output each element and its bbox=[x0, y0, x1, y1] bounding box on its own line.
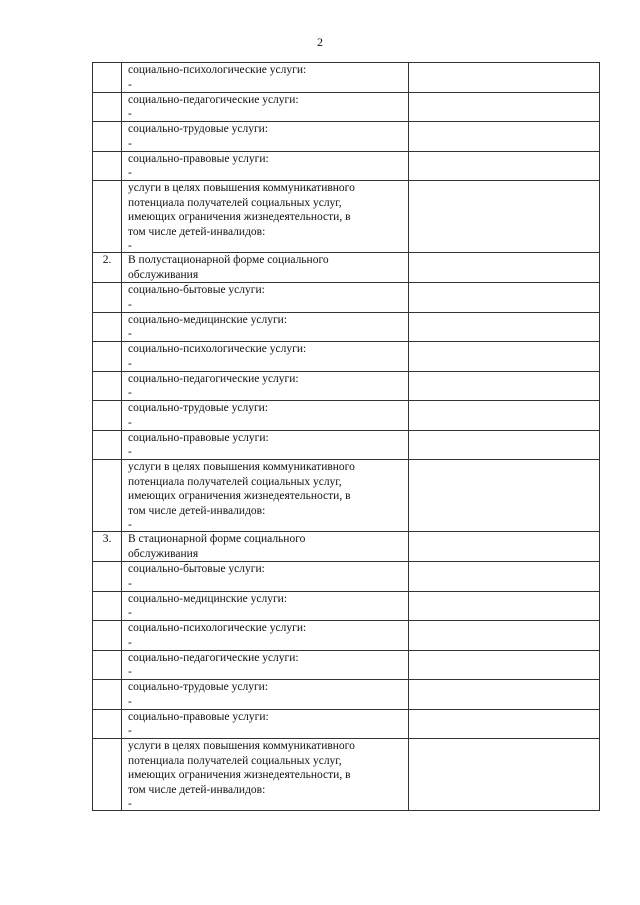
service-text-line: обслуживания bbox=[128, 547, 199, 560]
dash-placeholder: - bbox=[128, 725, 132, 737]
service-text-line: социально-педагогические услуги: bbox=[128, 93, 299, 106]
table-row bbox=[93, 709, 600, 739]
table-row bbox=[93, 63, 600, 93]
dash-placeholder: - bbox=[128, 416, 132, 429]
row-number-cell: 2. bbox=[93, 253, 122, 283]
row-number-cell bbox=[93, 181, 122, 253]
table-row bbox=[93, 460, 600, 532]
dash-placeholder: - bbox=[128, 607, 132, 619]
service-description-cell bbox=[122, 181, 409, 253]
dash-placeholder: - bbox=[128, 167, 132, 179]
table-row bbox=[93, 122, 600, 152]
table-row bbox=[93, 562, 600, 592]
table-row bbox=[93, 253, 600, 283]
service-text-line: потенциала получателей социальных услуг, bbox=[128, 196, 342, 209]
service-description-cell bbox=[122, 122, 409, 152]
service-text-line: том числе детей-инвалидов: bbox=[128, 783, 266, 796]
service-description-cell bbox=[122, 92, 409, 122]
table-row bbox=[93, 283, 600, 313]
value-cell bbox=[409, 680, 600, 710]
service-description-cell bbox=[122, 680, 409, 710]
service-text-line: социально-трудовые услуги: bbox=[128, 123, 269, 135]
table-row bbox=[93, 92, 600, 122]
dash-placeholder: - bbox=[128, 298, 132, 311]
value-cell bbox=[409, 151, 600, 181]
dash-placeholder: - bbox=[128, 519, 132, 531]
dash-placeholder: - bbox=[128, 387, 132, 399]
table-row bbox=[93, 650, 600, 680]
service-text-line: имеющих ограничения жизнедеятельности, в bbox=[128, 769, 351, 781]
value-cell bbox=[409, 283, 600, 313]
dash-placeholder: - bbox=[128, 798, 132, 810]
row-number-cell: 3. bbox=[93, 532, 122, 562]
value-cell bbox=[409, 650, 600, 680]
dash-placeholder: - bbox=[128, 446, 132, 458]
service-description-cell bbox=[122, 562, 409, 592]
service-text-line: социально-психологические услуги: bbox=[128, 343, 307, 355]
row-number-cell bbox=[93, 63, 122, 93]
service-text-line: социально-психологические услуги: bbox=[128, 622, 307, 634]
value-cell bbox=[409, 460, 600, 532]
service-text-line: социально-бытовые услуги: bbox=[128, 563, 265, 575]
service-description-cell bbox=[122, 709, 409, 739]
table-row bbox=[93, 342, 600, 372]
service-text-line: социально-медицинские услуги: bbox=[128, 313, 288, 326]
row-number-cell bbox=[93, 591, 122, 621]
row-number-cell bbox=[93, 122, 122, 152]
value-cell bbox=[409, 312, 600, 342]
service-text-line: социально-бытовые услуги: bbox=[128, 284, 265, 296]
service-text-line: В полустационарной форме социального bbox=[128, 254, 329, 266]
service-text-line: социально-медицинские услуги: bbox=[128, 592, 288, 605]
service-description-cell bbox=[122, 401, 409, 431]
row-number-cell bbox=[93, 680, 122, 710]
value-cell bbox=[409, 181, 600, 253]
services-table bbox=[92, 62, 600, 811]
value-cell bbox=[409, 709, 600, 739]
service-text-line: услуги в целях повышения коммуникативного bbox=[128, 182, 355, 194]
service-description-cell bbox=[122, 312, 409, 342]
service-text-line: социально-правовые услуги: bbox=[128, 710, 269, 723]
row-number-cell bbox=[93, 312, 122, 342]
dash-placeholder: - bbox=[128, 577, 132, 590]
dash-placeholder: - bbox=[128, 240, 132, 252]
service-text-line: имеющих ограничения жизнедеятельности, в bbox=[128, 211, 351, 223]
service-text-line: социально-трудовые услуги: bbox=[128, 402, 269, 414]
dash-placeholder: - bbox=[128, 78, 132, 91]
row-number-cell bbox=[93, 401, 122, 431]
row-number-cell bbox=[93, 342, 122, 372]
service-text-line: имеющих ограничения жизнедеятельности, в bbox=[128, 490, 351, 502]
value-cell bbox=[409, 739, 600, 811]
value-cell bbox=[409, 371, 600, 401]
service-text-line: социально-педагогические услуги: bbox=[128, 651, 299, 664]
row-number-cell bbox=[93, 92, 122, 122]
service-description-cell bbox=[122, 151, 409, 181]
service-text-line: услуги в целях повышения коммуникативного bbox=[128, 740, 355, 752]
service-description-cell bbox=[122, 253, 409, 283]
dash-placeholder: - bbox=[128, 666, 132, 678]
dash-placeholder: - bbox=[128, 695, 132, 708]
service-text-line: В стационарной форме социального bbox=[128, 533, 306, 545]
row-number-cell bbox=[93, 371, 122, 401]
row-number-cell bbox=[93, 430, 122, 460]
value-cell bbox=[409, 430, 600, 460]
row-number-cell bbox=[93, 650, 122, 680]
table-row bbox=[93, 312, 600, 342]
row-number-cell bbox=[93, 283, 122, 313]
dash-placeholder: - bbox=[128, 108, 132, 120]
row-number-cell bbox=[93, 621, 122, 651]
service-description-cell bbox=[122, 532, 409, 562]
value-cell bbox=[409, 591, 600, 621]
page-number: 2 bbox=[317, 35, 323, 49]
service-text-line: услуги в целях повышения коммуникативного bbox=[128, 461, 355, 473]
service-text-line: социально-правовые услуги: bbox=[128, 152, 269, 165]
service-text-line: социально-трудовые услуги: bbox=[128, 681, 269, 693]
row-number-cell bbox=[93, 460, 122, 532]
service-text-line: том числе детей-инвалидов: bbox=[128, 225, 266, 238]
service-description-cell bbox=[122, 430, 409, 460]
service-description-cell bbox=[122, 739, 409, 811]
row-number-cell bbox=[93, 151, 122, 181]
service-description-cell bbox=[122, 342, 409, 372]
value-cell bbox=[409, 92, 600, 122]
table-row bbox=[93, 739, 600, 811]
service-description-cell bbox=[122, 460, 409, 532]
service-description-cell bbox=[122, 283, 409, 313]
service-text-line: потенциала получателей социальных услуг, bbox=[128, 475, 342, 488]
table-row bbox=[93, 621, 600, 651]
table-row bbox=[93, 151, 600, 181]
value-cell bbox=[409, 562, 600, 592]
service-description-cell bbox=[122, 63, 409, 93]
value-cell bbox=[409, 401, 600, 431]
service-description-cell bbox=[122, 650, 409, 680]
service-text-line: социально-психологические услуги: bbox=[128, 64, 307, 76]
dash-placeholder: - bbox=[128, 357, 132, 370]
dash-placeholder: - bbox=[128, 636, 132, 649]
value-cell bbox=[409, 122, 600, 152]
table-row bbox=[93, 371, 600, 401]
service-description-cell bbox=[122, 371, 409, 401]
service-text-line: социально-правовые услуги: bbox=[128, 431, 269, 444]
table-row bbox=[93, 401, 600, 431]
dash-placeholder: - bbox=[128, 137, 132, 150]
value-cell bbox=[409, 532, 600, 562]
value-cell bbox=[409, 342, 600, 372]
value-cell bbox=[409, 63, 600, 93]
table-row bbox=[93, 181, 600, 253]
service-text-line: социально-педагогические услуги: bbox=[128, 372, 299, 385]
row-number-cell bbox=[93, 562, 122, 592]
table-row bbox=[93, 680, 600, 710]
service-text-line: том числе детей-инвалидов: bbox=[128, 504, 266, 517]
service-description-cell bbox=[122, 621, 409, 651]
value-cell bbox=[409, 253, 600, 283]
table-row bbox=[93, 591, 600, 621]
services-table-body bbox=[93, 63, 600, 811]
row-number-cell bbox=[93, 739, 122, 811]
service-description-cell bbox=[122, 591, 409, 621]
value-cell bbox=[409, 621, 600, 651]
table-row bbox=[93, 430, 600, 460]
table-row bbox=[93, 532, 600, 562]
row-number-cell bbox=[93, 709, 122, 739]
service-text-line: обслуживания bbox=[128, 268, 199, 281]
service-text-line: потенциала получателей социальных услуг, bbox=[128, 754, 342, 767]
dash-placeholder: - bbox=[128, 328, 132, 340]
